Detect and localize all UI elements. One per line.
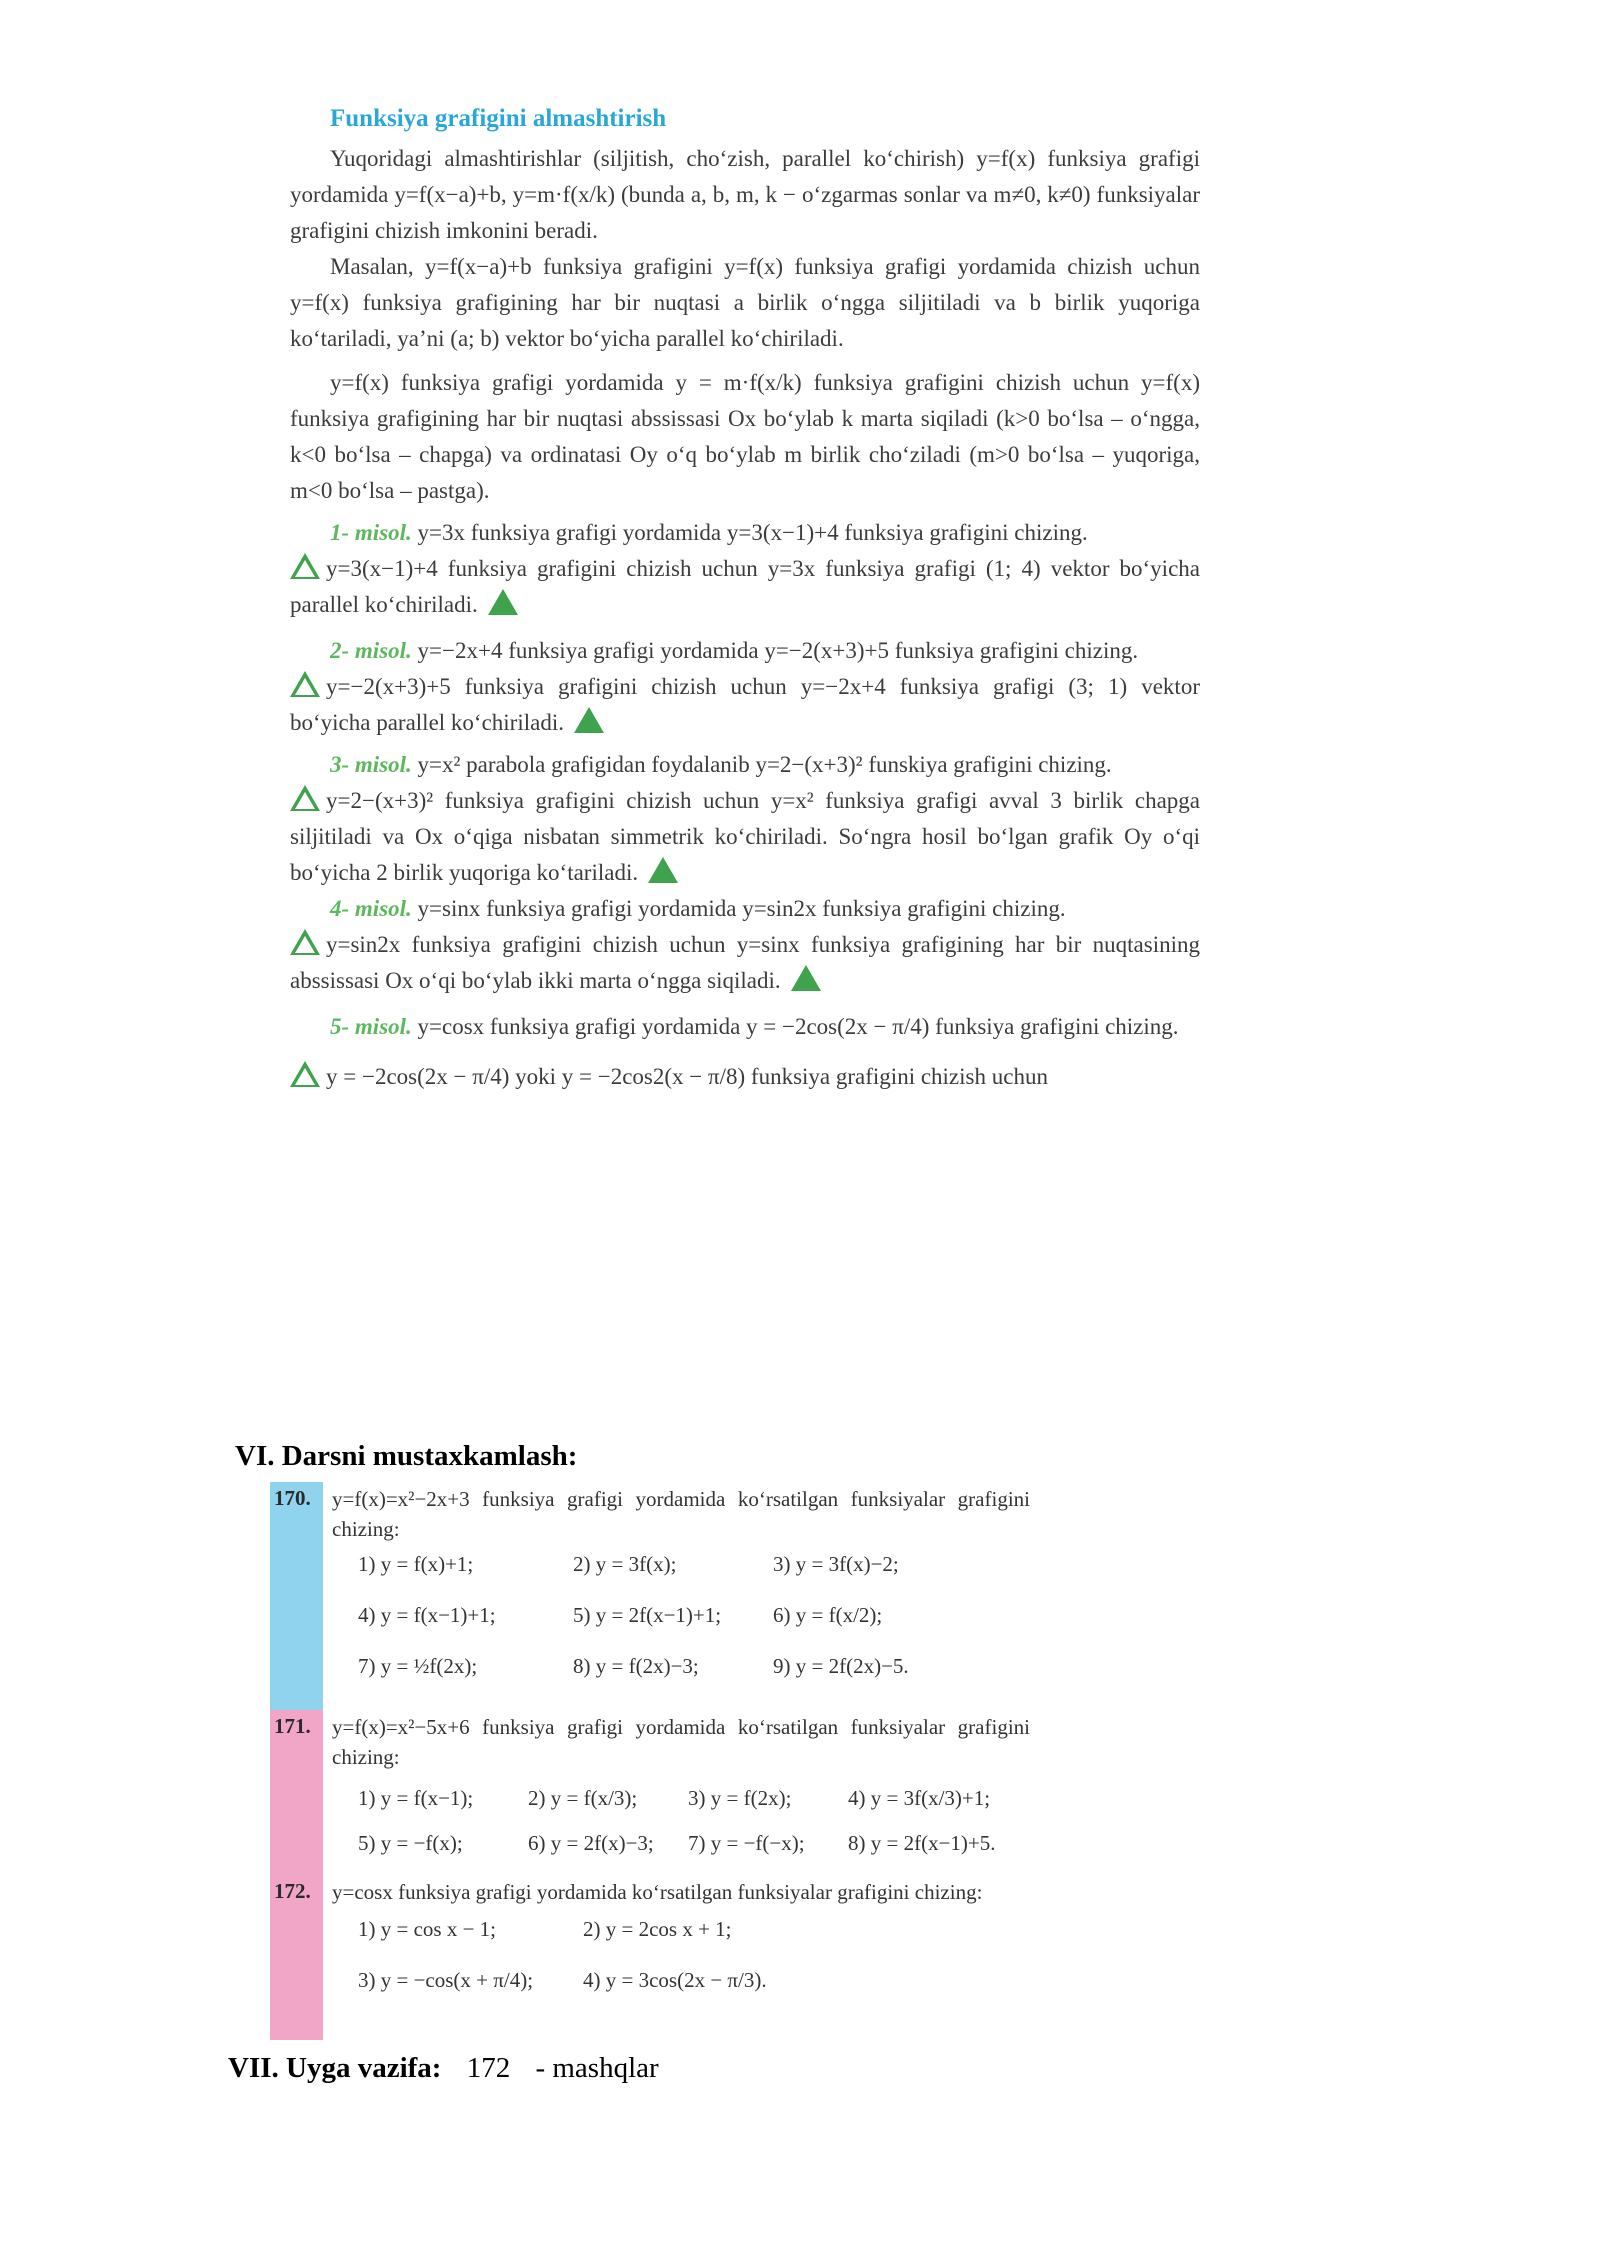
example-task: y=3x funksiya grafigi yordamida y=3(x−1)+4 funksiya grafigini chizing. <box>417 520 1088 545</box>
example-label: 3- misol. <box>330 752 412 777</box>
homework-suffix: - mashqlar <box>535 2052 659 2084</box>
exercise-item: 7) y = ½f(2x); <box>358 1654 478 1678</box>
exercise-item: 4) y = f(x−1)+1; <box>358 1603 496 1627</box>
solution-start-icon <box>290 671 320 697</box>
example-label: 5- misol. <box>330 1014 412 1039</box>
example-solution: y=3(x−1)+4 funksiya grafigini chizish uchun y=3x funksiya grafigi (1; 4) vektor bo‘yicha parallel ko‘chiriladi. <box>290 556 1200 617</box>
example-label: 2- misol. <box>330 638 412 663</box>
solution-end-icon <box>574 707 604 733</box>
exercise-item: 1) y = f(x−1); <box>358 1786 474 1810</box>
exercise-row <box>358 1968 1030 1993</box>
exercise-row <box>358 1603 1030 1628</box>
solution-end-icon <box>791 965 821 991</box>
exercise-170 <box>270 1482 1030 1710</box>
exercise-item: 6) y = 2f(x)−3; <box>528 1831 654 1855</box>
exercise-item: 5) y = −f(x); <box>358 1831 463 1855</box>
exercise-item: 8) y = 2f(x−1)+5. <box>848 1831 996 1855</box>
exercise-item: 2) y = 2cos x + 1; <box>583 1917 732 1941</box>
example-task: y=cosx funksiya grafigi yordamida y = −2cos(2x − π/4) funksiya grafigini chizing. <box>417 1014 1179 1039</box>
example-3 <box>290 747 1200 891</box>
example-solution: y=2−(x+3)² funksiya grafigini chizish uchun y=x² funksiya grafigi avval 3 birlik chapga siljitiladi va Ox o‘qiga nisbatan simmetrik ko‘chiriladi. So‘ngra hosil bo‘lgan grafik Oy o‘qi bo‘yicha 2 birlik yuqoriga ko‘tariladi. <box>290 788 1200 885</box>
exercise-number: 172. <box>274 1879 311 1903</box>
solution-end-icon <box>648 857 678 883</box>
solution-start-icon <box>290 553 320 579</box>
exercise-text: y=cosx funksiya grafigi yordamida ko‘rsatilgan funksiyalar grafigini chizing: <box>332 1880 983 1904</box>
homework-number: 172 <box>466 2052 511 2084</box>
exercise-item: 3) y = f(2x); <box>688 1786 792 1810</box>
exercise-number: 171. <box>274 1714 311 1738</box>
section-title: Funksiya grafigini almashtirish <box>330 105 667 132</box>
example-4 <box>290 891 1200 999</box>
homework-label: VII. Uyga vazifa: <box>228 2052 442 2084</box>
example-task: y=x² parabola grafigidan foydalanib y=2−(x+3)² funskiya grafigini chizing. <box>417 752 1112 777</box>
section-vi-heading: VI. Darsni mustaxkamlash: <box>235 1440 578 1472</box>
exercise-171 <box>270 1710 1030 1875</box>
exercise-item: 6) y = f(x/2); <box>773 1603 883 1627</box>
example-label: 1- misol. <box>330 520 412 545</box>
example-task: y=sinx funksiya grafigi yordamida y=sin2x funksiya grafigini chizing. <box>417 896 1066 921</box>
solution-start-icon <box>290 785 320 811</box>
exercise-row <box>358 1786 1030 1811</box>
exercise-item: 3) y = −cos(x + π/4); <box>358 1968 534 1992</box>
exercise-row <box>358 1831 1030 1856</box>
exercise-row <box>358 1552 1030 1577</box>
exercise-text: y=f(x)=x²−2x+3 funksiya grafigi yordamida ko‘rsatilgan funksiyalar grafigini chizing: <box>332 1487 1030 1541</box>
exercise-172 <box>270 1875 1030 2040</box>
exercise-number: 170. <box>274 1486 311 1510</box>
exercise-item: 7) y = −f(−x); <box>688 1831 805 1855</box>
exercise-item: 8) y = f(2x)−3; <box>573 1654 699 1678</box>
homework-line <box>228 2052 659 2085</box>
paragraph: Yuqoridagi almashtirishlar (siljitish, cho‘zish, parallel ko‘chirish) y=f(x) funksiya grafigi yordamida y=f(x−a)+b, y=m·f(x/k) (bunda a, b, m, k − o‘zgarmas sonlar va m≠0, k≠0) funksiyalar grafigini chizish imkonini beradi. <box>290 146 1200 243</box>
exercise-row <box>358 1654 1030 1679</box>
solution-end-icon <box>488 589 518 615</box>
solution-start-icon <box>290 929 320 955</box>
example-2 <box>290 633 1200 741</box>
exercise-item: 4) y = 3cos(2x − π/3). <box>583 1968 767 1992</box>
exercise-item: 2) y = 3f(x); <box>573 1552 677 1576</box>
exercise-item: 9) y = 2f(2x)−5. <box>773 1654 909 1678</box>
example-1 <box>290 515 1200 623</box>
exercise-item: 2) y = f(x/3); <box>528 1786 638 1810</box>
solution-start-icon <box>290 1061 320 1087</box>
example-label: 4- misol. <box>330 896 412 921</box>
exercise-item: 1) y = f(x)+1; <box>358 1552 474 1576</box>
exercise-color-bar <box>270 1482 323 1710</box>
exercise-item: 5) y = 2f(x−1)+1; <box>573 1603 722 1627</box>
paragraph: Masalan, y=f(x−a)+b funksiya grafigini y=f(x) funksiya grafigi yordamida chizish uchun y=f(x) funksiya grafigining har bir nuqtasi a birlik o‘ngga siljitiladi va b birlik yuqoriga ko‘tariladi, ya’ni (a; b) vektor bo‘yicha parallel ko‘chiriladi. <box>290 254 1200 351</box>
example-solution: y=−2(x+3)+5 funksiya grafigini chizish uchun y=−2x+4 funksiya grafigi (3; 1) vektor bo‘yicha parallel ko‘chiriladi. <box>290 674 1200 735</box>
exercise-text: y=f(x)=x²−5x+6 funksiya grafigi yordamida ko‘rsatilgan funksiyalar grafigini chizing: <box>332 1715 1030 1769</box>
example-5 <box>290 1009 1200 1095</box>
exercise-item: 3) y = 3f(x)−2; <box>773 1552 899 1576</box>
example-task: y=−2x+4 funksiya grafigi yordamida y=−2(x+3)+5 funksiya grafigini chizing. <box>417 638 1139 663</box>
example-solution: y=sin2x funksiya grafigini chizish uchun y=sinx funksiya grafigining har bir nuqtasining abssissasi Ox o‘qi bo‘ylab ikki marta o‘ngga siqiladi. <box>290 932 1200 993</box>
textbook-scan <box>290 105 1200 1095</box>
example-solution: y = −2cos(2x − π/4) yoki y = −2cos2(x − π/8) funksiya grafigini chizish uchun <box>326 1064 1048 1089</box>
exercise-item: 4) y = 3f(x/3)+1; <box>848 1786 991 1810</box>
exercise-row <box>358 1917 1030 1942</box>
paragraph: y=f(x) funksiya grafigi yordamida y = m·f(x/k) funksiya grafigini chizish uchun y=f(x) funksiya grafigining har bir nuqtasi abssissasi Ox bo‘ylab k marta siqiladi (k>0 bo‘lsa – o‘ngga, k<0 bo‘lsa – chapga) va ordinatasi Oy o‘q bo‘ylab m birlik cho‘ziladi (m>0 bo‘lsa – yuqoriga, m<0 bo‘lsa – pastga). <box>290 370 1200 503</box>
exercise-item: 1) y = cos x − 1; <box>358 1917 497 1941</box>
